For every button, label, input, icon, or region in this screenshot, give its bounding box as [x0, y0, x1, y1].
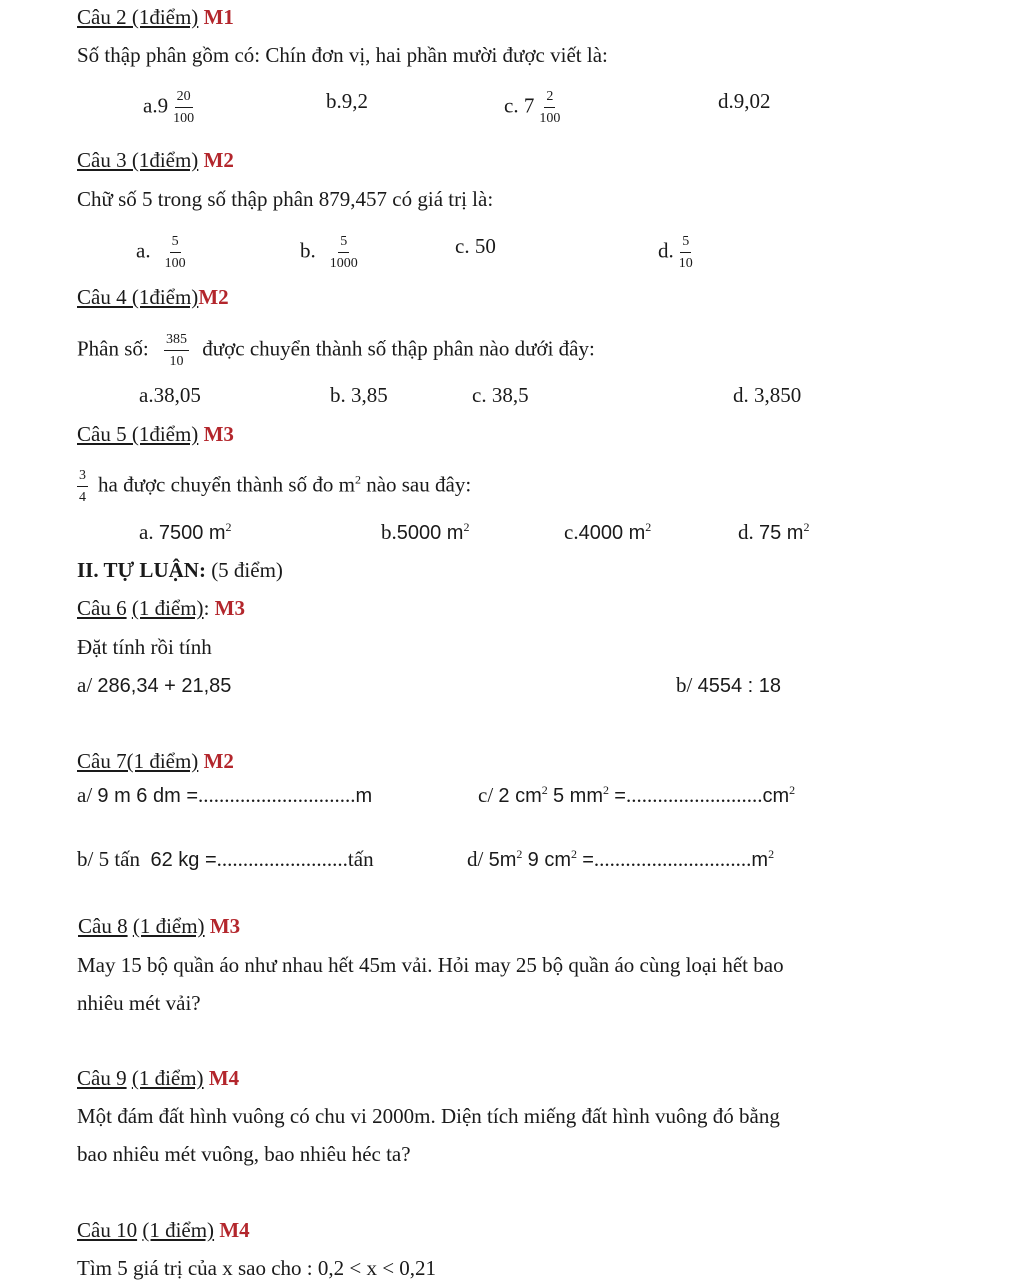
q3-option-b	[300, 233, 363, 272]
q6-b-expr: 4554 : 18	[697, 675, 782, 697]
q7-d-expr1: 5m	[488, 849, 517, 871]
q8-title: Câu 8	[78, 914, 128, 938]
q5-b-value: 5000 m	[396, 522, 464, 544]
q5-a-value: 7500 m	[158, 522, 226, 544]
q5-title: Câu 5 (1điểm)	[77, 422, 199, 446]
q5-option-a	[139, 519, 232, 546]
q7-part-b	[77, 846, 374, 873]
q3-title: Câu 3 (1điểm)	[77, 148, 199, 172]
q5-text: ha được chuyển thành số đo m	[98, 472, 355, 497]
q4-option-d: d. 3,850	[733, 383, 802, 407]
q7-c-eq: =	[614, 785, 626, 807]
q2-question: Số thập phân gồm có: Chín đơn vị, hai phần mười được viết là:	[77, 43, 608, 67]
q5-a-label: a.	[139, 520, 154, 544]
q7-a-blank[interactable]: ..............................	[198, 783, 356, 807]
q2-c-label: c. 7	[504, 93, 535, 118]
q3-b-num: 5	[338, 233, 349, 253]
q7-part-a	[77, 782, 372, 809]
q6-b-label: b/	[676, 673, 693, 697]
q2-option-d: d.9,02	[718, 89, 771, 113]
q3-a-label: a.	[136, 238, 151, 263]
q5-b-label: b.	[381, 520, 397, 544]
q7-c-expr1: 2 cm	[498, 785, 542, 807]
q4-den: 10	[169, 354, 184, 369]
q4-prefix: Phân số:	[77, 336, 149, 361]
q3-d-label: d.	[658, 238, 674, 263]
q8-level: M3	[209, 914, 241, 938]
q2-option-a	[143, 88, 199, 127]
q2-c-fraction	[537, 88, 562, 127]
q7-a-unit: m	[355, 785, 373, 807]
q2-title: Câu 2 (1điểm)	[77, 5, 199, 29]
q4-level: M2	[198, 285, 229, 309]
q3-option-c: c. 50	[455, 234, 496, 258]
q7-b-expr: 62 kg =	[150, 849, 217, 871]
q7-title: Câu 7(1 điểm)	[77, 749, 199, 773]
q5-b-sup: 2	[463, 520, 470, 534]
q6-title: Câu 6	[77, 596, 127, 620]
q3-question: Chữ số 5 trong số thập phân 879,457 có giá trị là:	[77, 187, 494, 211]
q8-heading	[78, 913, 240, 939]
q7-d-sup1: 2	[516, 847, 523, 861]
q4-question	[77, 331, 595, 370]
q2-c-num: 2	[544, 88, 555, 108]
q2-option-c	[504, 88, 565, 127]
q2-a-fraction	[171, 88, 196, 127]
q6-a-label: a/	[77, 673, 93, 697]
part2-title: II. TỰ LUẬN:	[77, 558, 206, 582]
q10-points: (1 điểm)	[142, 1218, 215, 1242]
q6-colon: :	[203, 596, 210, 620]
q9-points: (1 điểm)	[131, 1066, 204, 1090]
q4-option-c: c. 38,5	[472, 383, 529, 407]
q5-d-sup: 2	[803, 520, 810, 534]
q4-option-b: b. 3,85	[330, 383, 388, 407]
q5-c-value: 4000 m	[578, 522, 646, 544]
q7-c-sup2: 2	[603, 783, 609, 797]
q3-b-label: b.	[300, 238, 316, 263]
q2-level: M1	[203, 5, 234, 29]
q7-c-expr2: 5 mm	[553, 785, 603, 807]
q8-line-2: nhiêu mét vải?	[77, 991, 201, 1015]
q7-d-unit: m	[751, 849, 769, 871]
q9-line-1: Một đám đất hình vuông có chu vi 2000m. Diện tích miếng đất hình vuông đó bằng	[77, 1104, 780, 1128]
q5-option-b	[381, 519, 469, 546]
q10-line-1: Tìm 5 giá trị của x sao cho : 0,2 < x < 0,21	[77, 1256, 437, 1280]
q2-a-den: 100	[173, 111, 195, 126]
q2-option-b: b.9,2	[326, 89, 368, 113]
q3-option-a	[136, 233, 191, 272]
q4-fraction	[164, 331, 189, 370]
q4-title: Câu 4 (1điểm)	[77, 285, 199, 309]
q6-heading	[77, 595, 245, 621]
q4-suffix: được chuyển thành số thập phân nào dưới đây:	[202, 336, 595, 361]
q5-num: 3	[77, 467, 88, 487]
part2-points: (5 điểm)	[211, 558, 283, 582]
q9-level: M4	[208, 1066, 240, 1090]
q9-heading	[77, 1065, 239, 1091]
q7-heading	[77, 748, 234, 774]
q8-line-1: May 15 bộ quần áo như nhau hết 45m vải. Hỏi may 25 bộ quần áo cùng loại hết bao	[77, 953, 784, 977]
q7-part-d	[467, 846, 774, 873]
q3-heading	[77, 147, 234, 173]
q7-c-sup1: 2	[541, 783, 548, 797]
q7-d-eq: =	[582, 849, 594, 871]
q7-part-c	[478, 782, 795, 809]
q3-option-d	[658, 233, 698, 272]
q4-option-a: a.38,05	[139, 383, 201, 407]
q7-level: M2	[203, 749, 234, 773]
q9-title: Câu 9	[77, 1066, 127, 1090]
q7-a-label: a/	[77, 783, 93, 807]
q3-b-den: 1000	[329, 256, 358, 271]
q5-c-label: c.	[564, 520, 579, 544]
q7-d-sup3: 2	[768, 847, 775, 861]
q7-a-expr: 9 m 6 dm =	[97, 785, 199, 807]
q2-heading	[77, 4, 234, 30]
q2-a-label: a.9	[143, 93, 169, 118]
part2-heading	[77, 557, 283, 583]
q10-level: M4	[219, 1218, 250, 1242]
q7-c-sup3: 2	[789, 783, 796, 797]
q7-b-label: b/ 5 tấn	[77, 847, 140, 871]
q6-part-a	[77, 672, 231, 699]
q6-part-b	[676, 672, 781, 699]
q5-fraction	[77, 467, 88, 506]
q3-d-num: 5	[680, 233, 691, 253]
q3-a-num: 5	[170, 233, 181, 253]
q5-end: nào sau đây:	[366, 472, 472, 497]
q10-title: Câu 10	[77, 1218, 138, 1242]
q7-c-blank[interactable]: ..........................	[625, 783, 763, 807]
q5-a-sup: 2	[225, 520, 232, 534]
q7-d-blank[interactable]: ..............................	[593, 847, 752, 871]
q5-den: 4	[79, 490, 86, 505]
q7-d-sup2: 2	[570, 847, 577, 861]
q6-a-expr: 286,34 + 21,85	[97, 675, 232, 697]
q9-line-2: bao nhiêu mét vuông, bao nhiêu héc ta?	[77, 1142, 411, 1166]
q3-b-fraction	[328, 233, 360, 272]
q10-heading	[77, 1217, 250, 1243]
q6-points: (1 điểm)	[131, 596, 204, 620]
q6-instruction: Đặt tính rồi tính	[77, 635, 212, 659]
q8-points: (1 điểm)	[132, 914, 205, 938]
q7-c-unit: cm	[762, 785, 790, 807]
q4-num: 385	[164, 331, 189, 351]
q3-a-fraction	[163, 233, 188, 272]
q5-question	[74, 467, 471, 506]
q5-d-value: 75 m	[759, 522, 804, 544]
q2-a-num: 20	[175, 88, 193, 108]
q3-a-den: 100	[164, 256, 186, 271]
q5-c-sup: 2	[645, 520, 652, 534]
q5-level: M3	[203, 422, 234, 446]
q5-sup: 2	[354, 472, 361, 487]
q3-level: M2	[203, 148, 234, 172]
q5-option-d	[738, 519, 809, 546]
q7-c-label: c/	[478, 783, 494, 807]
q5-d-label: d.	[738, 520, 754, 544]
q7-b-unit: tấn	[347, 847, 374, 871]
q7-d-label: d/	[467, 847, 484, 871]
q7-b-blank[interactable]: .........................	[216, 847, 348, 871]
q2-c-den: 100	[539, 111, 561, 126]
q3-d-fraction	[677, 233, 695, 272]
q3-d-den: 10	[678, 256, 693, 271]
q6-level: M3	[214, 596, 245, 620]
q4-heading	[77, 284, 229, 310]
q5-heading	[77, 421, 234, 447]
q5-option-c	[564, 519, 651, 546]
q7-d-expr2: 9 cm	[527, 849, 571, 871]
